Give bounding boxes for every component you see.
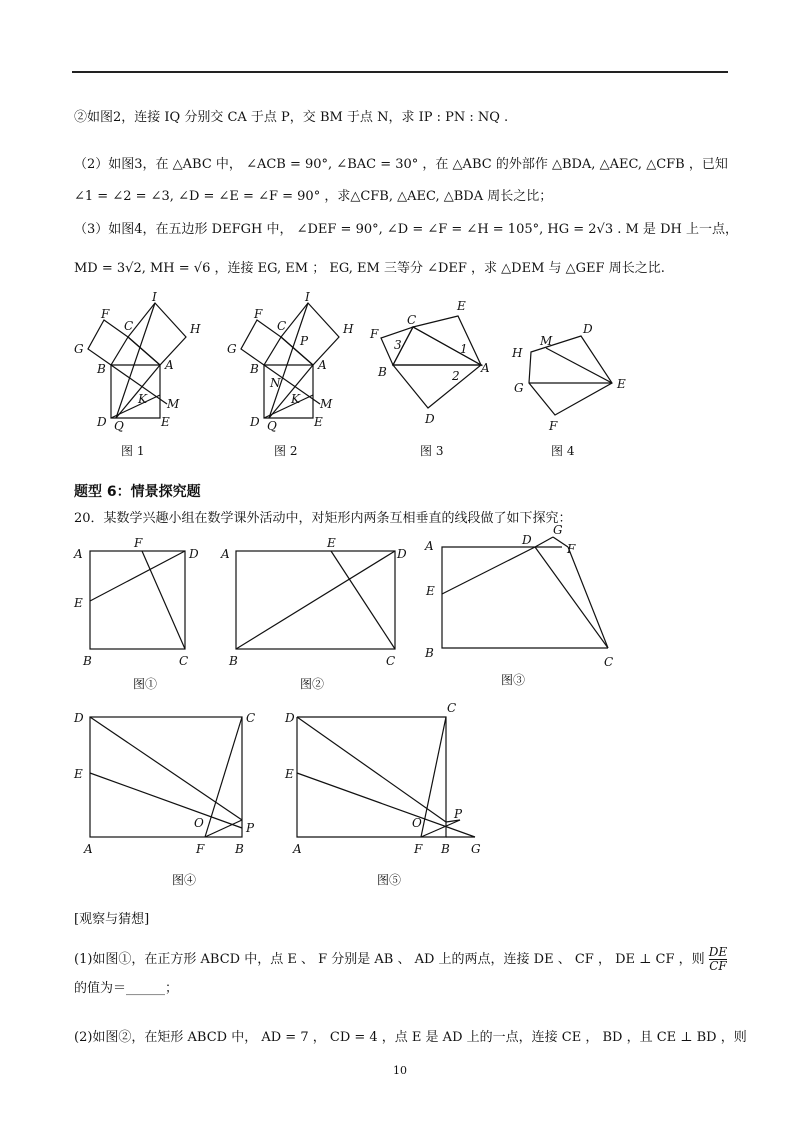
- svg-text:C: C: [447, 701, 457, 715]
- svg-text:E: E: [285, 767, 294, 781]
- svg-text:K: K: [291, 392, 300, 406]
- figures-1-4: [0, 0, 800, 470]
- svg-text:A: A: [318, 358, 327, 372]
- ratio-fraction: [709, 946, 727, 973]
- svg-text:B: B: [235, 842, 244, 856]
- item2-line: (2)如图②，在矩形 ABCD 中， AD = 7 ， CD = 4 ，点 E 是 AD 上的一点，连接 CE ， BD ，且 CE ⊥ BD ，则: [74, 1030, 747, 1045]
- svg-text:3: 3: [394, 338, 402, 352]
- svg-text:P: P: [300, 334, 309, 348]
- item1-line: [74, 946, 727, 973]
- svg-text:E: E: [617, 377, 626, 391]
- svg-text:F: F: [414, 842, 423, 856]
- svg-text:F: F: [196, 842, 205, 856]
- svg-text:图①: 图①: [133, 677, 158, 691]
- svg-text:C: C: [386, 654, 396, 668]
- fraction-den: CF: [709, 959, 727, 973]
- svg-text:D: D: [74, 711, 84, 725]
- svg-text:P: P: [246, 821, 255, 835]
- svg-text:N: N: [270, 376, 281, 390]
- svg-text:D: D: [285, 711, 295, 725]
- q20-figure-5: [284, 701, 481, 887]
- svg-text:I: I: [305, 290, 310, 304]
- svg-text:C: C: [604, 655, 614, 669]
- svg-text:图 4: 图 4: [551, 444, 575, 458]
- svg-text:D: D: [97, 415, 107, 429]
- item1-text: (1)如图①，在正方形 ABCD 中，点 E 、 F 分别是 AB 、 AD 上的两点，连接 DE 、 CF ， DE ⊥ CF ，则: [74, 952, 705, 967]
- svg-text:B: B: [83, 654, 92, 668]
- svg-text:B: B: [441, 842, 450, 856]
- svg-text:C: C: [179, 654, 189, 668]
- svg-text:G: G: [553, 523, 563, 537]
- svg-text:A: A: [74, 547, 83, 561]
- svg-text:2: 2: [452, 369, 460, 383]
- svg-text:E: E: [74, 767, 83, 781]
- svg-text:C: C: [124, 319, 134, 333]
- svg-text:M: M: [167, 397, 180, 411]
- svg-text:D: D: [583, 322, 593, 336]
- q19-part2-line: ②如图2，连接 IQ 分别交 CA 于点 P，交 BM 于点 N，求 IP : PN : NQ .: [74, 110, 509, 125]
- svg-text:B: B: [229, 654, 238, 668]
- fraction-num: DE: [708, 945, 728, 959]
- svg-text:F: F: [370, 327, 379, 341]
- svg-text:F: F: [101, 307, 110, 321]
- q20-figure-2: [220, 536, 407, 691]
- svg-text:I: I: [152, 290, 157, 304]
- q19-q3-line: （3）如图4，在五边形 DEFGH 中， ∠DEF = 90°, ∠D = ∠F = ∠H = 105°, HG = 2√3 . M 是 DH 上一点，: [74, 222, 738, 237]
- svg-text:D: D: [189, 547, 199, 561]
- svg-text:B: B: [97, 362, 106, 376]
- svg-text:G: G: [74, 342, 84, 356]
- svg-text:M: M: [320, 397, 333, 411]
- svg-text:C: C: [246, 711, 256, 725]
- figures-q20: [0, 520, 800, 920]
- svg-text:G: G: [471, 842, 481, 856]
- svg-text:F: F: [134, 536, 143, 550]
- svg-text:D: D: [425, 412, 435, 426]
- figure-4: [511, 322, 626, 458]
- svg-text:Q: Q: [267, 419, 277, 433]
- svg-text:B: B: [250, 362, 259, 376]
- svg-text:A: A: [221, 547, 230, 561]
- section-title: 题型 6：情景探究题: [74, 484, 201, 500]
- svg-text:D: D: [397, 547, 407, 561]
- svg-text:F: F: [567, 542, 576, 556]
- q20-figure-4: [73, 711, 255, 887]
- svg-text:图④: 图④: [172, 873, 197, 887]
- svg-text:A: A: [481, 361, 490, 375]
- svg-text:H: H: [512, 346, 523, 360]
- svg-text:B: B: [425, 646, 434, 660]
- svg-text:A: A: [293, 842, 302, 856]
- svg-text:O: O: [412, 816, 422, 830]
- svg-text:H: H: [190, 322, 201, 336]
- q19-q2-line: （2）如图3，在 △ABC 中， ∠ACB = 90°, ∠BAC = 30° ，在 △ABC 的外部作 △BDA, △AEC, △CFB ，已知: [74, 157, 728, 172]
- svg-text:E: E: [426, 584, 435, 598]
- svg-text:M: M: [540, 334, 553, 348]
- svg-text:E: E: [161, 415, 170, 429]
- q20-figure-1: [73, 536, 199, 691]
- svg-text:P: P: [454, 807, 463, 821]
- page-number: 10: [393, 1064, 407, 1077]
- svg-text:1: 1: [460, 342, 468, 356]
- svg-text:A: A: [84, 842, 93, 856]
- svg-text:Q: Q: [114, 419, 124, 433]
- q20-intro: 20．某数学兴趣小组在数学课外活动中，对矩形内两条互相垂直的线段做了如下探究：: [74, 511, 572, 526]
- svg-text:E: E: [457, 299, 466, 313]
- svg-text:D: D: [250, 415, 260, 429]
- figure-1: [74, 290, 201, 458]
- svg-text:E: E: [327, 536, 336, 550]
- figure-2: [227, 290, 354, 458]
- item1b-line: 的值为＝______；: [74, 981, 179, 996]
- svg-text:图⑤: 图⑤: [377, 873, 402, 887]
- svg-text:图 2: 图 2: [274, 444, 298, 458]
- svg-text:K: K: [138, 392, 147, 406]
- svg-text:C: C: [277, 319, 287, 333]
- svg-text:图 3: 图 3: [420, 444, 444, 458]
- svg-text:H: H: [343, 322, 354, 336]
- svg-text:B: B: [378, 365, 387, 379]
- svg-text:F: F: [549, 419, 558, 433]
- svg-text:图 1: 图 1: [121, 444, 145, 458]
- svg-text:图②: 图②: [300, 677, 325, 691]
- svg-text:D: D: [522, 533, 532, 547]
- q20-figure-3: [424, 523, 613, 687]
- svg-text:A: A: [425, 539, 434, 553]
- svg-text:O: O: [194, 816, 204, 830]
- svg-text:F: F: [254, 307, 263, 321]
- q19-q3b-line: MD = 3√2, MH = √6 ，连接 EG, EM ； EG, EM 三等分 ∠DEF ，求 △DEM 与 △GEF 周长之比.: [74, 261, 665, 276]
- svg-text:G: G: [227, 342, 237, 356]
- svg-text:C: C: [407, 313, 417, 327]
- svg-text:G: G: [514, 381, 524, 395]
- figure-3: [369, 299, 490, 458]
- svg-text:A: A: [165, 358, 174, 372]
- svg-text:E: E: [314, 415, 323, 429]
- svg-text:图③: 图③: [501, 673, 526, 687]
- observe-heading: [观察与猜想]: [74, 912, 150, 927]
- svg-text:E: E: [74, 596, 83, 610]
- q19-q2b-line: ∠1 = ∠2 = ∠3, ∠D = ∠E = ∠F = 90° ，求△CFB, △AEC, △BDA 周长之比；: [74, 189, 553, 204]
